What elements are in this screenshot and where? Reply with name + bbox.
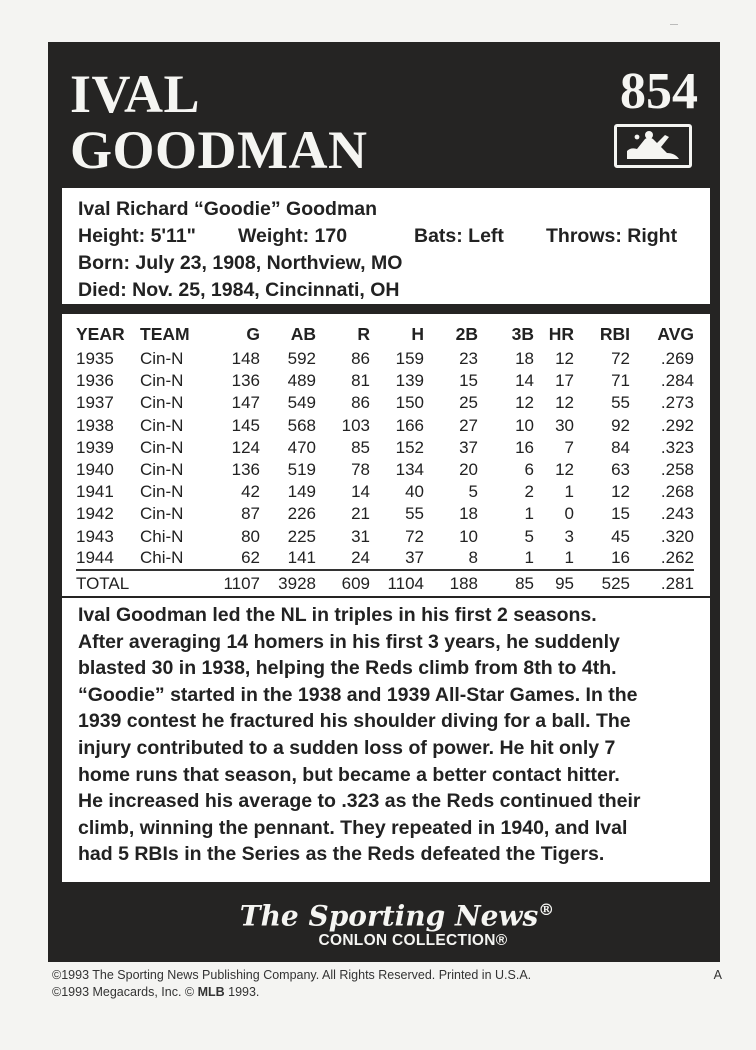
table-row xyxy=(76,370,694,392)
stats-cell: 145 xyxy=(231,415,260,435)
story-line: After averaging 14 homers in his first 3 years, he suddenly xyxy=(78,630,620,653)
stats-cell: 1937 xyxy=(76,393,114,413)
stats-cell: Cin-N xyxy=(140,393,184,413)
stats-cell: 103 xyxy=(341,415,370,435)
stats-total-cell: 95 xyxy=(534,570,574,596)
stats-cell: .292 xyxy=(660,415,694,435)
stats-cell: 1940 xyxy=(76,460,114,480)
stats-cell: 8 xyxy=(468,548,478,568)
brand-block xyxy=(48,894,720,950)
bio-panel xyxy=(62,188,710,304)
stats-header-hr: HR xyxy=(548,323,574,344)
stats-cell: 1935 xyxy=(76,349,114,369)
stats-cell: 3 xyxy=(564,526,574,546)
stats-cell: 45 xyxy=(611,526,630,546)
stats-total-cell: 525 xyxy=(574,570,630,596)
stats-cell: Cin-N xyxy=(140,349,184,369)
stats-header-avg: AVG xyxy=(657,323,694,344)
mlb-batter-logo-icon xyxy=(614,124,692,168)
conlon-collection xyxy=(106,932,720,950)
collection-name: CONLON COLLECTION xyxy=(318,932,496,950)
stats-cell: 86 xyxy=(351,393,370,413)
stats-cell: 5 xyxy=(524,526,534,546)
card-number: 854 xyxy=(620,63,698,120)
stats-cell: Cin-N xyxy=(140,371,184,391)
stats-cell: .268 xyxy=(660,482,694,502)
stats-cell: 134 xyxy=(395,460,424,480)
stats-cell: 20 xyxy=(459,460,478,480)
stats-cell: 86 xyxy=(351,349,370,369)
stats-cell: 80 xyxy=(241,526,260,546)
stats-cell: 148 xyxy=(231,349,260,369)
stats-total-cell: 1104 xyxy=(370,570,424,596)
story-line: climb, winning the pennant. They repeated in 1940, and Ival xyxy=(78,816,628,839)
stats-cell: 147 xyxy=(231,393,260,413)
stats-cell: Chi-N xyxy=(140,548,184,568)
stats-cell: 150 xyxy=(395,393,424,413)
bats: Bats: Left xyxy=(414,225,504,247)
stats-cell: 489 xyxy=(287,371,316,391)
stats-header-team: TEAM xyxy=(140,323,190,344)
stats-cell: 152 xyxy=(395,437,424,457)
story-line: “Goodie” started in the 1938 and 1939 All-Star Games. In the xyxy=(78,683,638,706)
stats-cell: .320 xyxy=(660,526,694,546)
stats-cell: 568 xyxy=(287,415,316,435)
stats-header-r: R xyxy=(357,323,370,344)
story-line: home runs that season, but became a better contact hitter. xyxy=(78,763,620,786)
stats-cell: 10 xyxy=(459,526,478,546)
stats-cell: .262 xyxy=(660,548,694,568)
stats-cell: 1 xyxy=(564,548,574,568)
sporting-news-logo xyxy=(74,894,720,932)
stats-cell: 226 xyxy=(287,504,316,524)
stats-cell: 14 xyxy=(515,371,534,391)
copyright-line-2 xyxy=(52,984,722,1001)
stats-cell: .269 xyxy=(660,349,694,369)
copyright-footer xyxy=(52,967,722,1001)
stats-cell: 592 xyxy=(287,349,316,369)
stats-header-rbi: RBI xyxy=(599,323,630,344)
stats-cell: 30 xyxy=(555,415,574,435)
stats-cell: 139 xyxy=(395,371,424,391)
stats-cell: 1 xyxy=(564,482,574,502)
story-line: He increased his average to .323 as the Reds continued their xyxy=(78,790,641,813)
stats-cell: 31 xyxy=(351,526,370,546)
stats-cell: 1936 xyxy=(76,371,114,391)
stats-cell: 71 xyxy=(611,371,630,391)
stats-cell: 24 xyxy=(351,548,370,568)
career-story xyxy=(62,598,710,882)
stats-cell: 149 xyxy=(287,482,316,502)
copyright-line-1: ©1993 The Sporting News Publishing Company. All Rights Reserved. Printed in U.S.A. xyxy=(52,968,532,982)
story-line: Ival Goodman led the NL in triples in his first 2 seasons. xyxy=(78,604,597,626)
stats-cell: 23 xyxy=(459,349,478,369)
stats-cell: 62 xyxy=(241,548,260,568)
story-line: had 5 RBIs in the Series as the Reds defeated the Tigers. xyxy=(78,843,605,866)
stats-cell: .243 xyxy=(660,504,694,524)
stats-cell: 159 xyxy=(395,349,424,369)
table-row xyxy=(76,526,694,548)
stats-cell: 10 xyxy=(515,415,534,435)
stats-cell: 55 xyxy=(611,393,630,413)
print-mark xyxy=(670,24,678,25)
stats-cell: Cin-N xyxy=(140,460,184,480)
stats-cell: 18 xyxy=(459,504,478,524)
stats-cell: Cin-N xyxy=(140,415,184,435)
stats-cell: 124 xyxy=(231,437,260,457)
full-name: Ival Richard “Goodie” Goodman xyxy=(78,198,378,220)
stats-header-2b: 2B xyxy=(455,323,478,344)
stats-cell: 78 xyxy=(351,460,370,480)
stats-cell: 12 xyxy=(555,349,574,369)
stats-cell: 1942 xyxy=(76,504,114,524)
stats-cell: 17 xyxy=(555,371,574,391)
throws: Throws: Right xyxy=(546,225,678,247)
stats-cell: 72 xyxy=(611,349,630,369)
stats-cell: 40 xyxy=(405,482,424,502)
table-row xyxy=(76,481,694,503)
stats-cell: 81 xyxy=(351,371,370,391)
table-row xyxy=(76,392,694,414)
stats-cell: 1 xyxy=(524,548,534,568)
stats-header-3b: 3B xyxy=(511,323,534,344)
stats-cell: 1 xyxy=(524,504,534,524)
table-row xyxy=(76,437,694,459)
player-last-name: GOODMAN xyxy=(70,120,368,180)
stats-panel xyxy=(62,314,710,596)
stats-cell: 21 xyxy=(351,504,370,524)
stats-cell: 166 xyxy=(395,415,424,435)
stats-cell: Chi-N xyxy=(140,526,184,546)
stats-total-cell: .281 xyxy=(630,570,694,596)
stats-cell: 55 xyxy=(405,504,424,524)
stats-cell: 37 xyxy=(405,548,424,568)
stats-cell: 7 xyxy=(564,437,574,457)
stats-cell: 14 xyxy=(351,482,370,502)
stats-cell: 42 xyxy=(241,482,260,502)
stats-cell: 1939 xyxy=(76,437,114,457)
stats-cell: 470 xyxy=(287,437,316,457)
stats-cell: 72 xyxy=(405,526,424,546)
stats-cell: 25 xyxy=(459,393,478,413)
stats-cell: 0 xyxy=(564,504,574,524)
stats-cell: .323 xyxy=(660,437,694,457)
collection-registered-mark: ® xyxy=(495,932,508,950)
stats-total-cell: 3928 xyxy=(260,570,316,596)
player-first-name: IVAL xyxy=(70,64,201,124)
stats-cell: 6 xyxy=(524,460,534,480)
stats-total-row xyxy=(76,570,694,596)
stats-cell: 549 xyxy=(287,393,316,413)
story-line: 1939 contest he fractured his shoulder diving for a ball. The xyxy=(78,710,631,733)
born: Born: July 23, 1908, Northview, MO xyxy=(78,252,403,274)
stats-header-year: YEAR xyxy=(76,323,125,344)
stats-cell: 16 xyxy=(515,437,534,457)
table-row xyxy=(76,503,694,525)
stats-cell: 15 xyxy=(459,371,478,391)
stats-cell: 37 xyxy=(459,437,478,457)
table-row xyxy=(76,415,694,437)
stats-cell: .258 xyxy=(660,460,694,480)
stats-cell: 85 xyxy=(351,437,370,457)
stats-cell: 16 xyxy=(611,548,630,568)
stats-cell: 12 xyxy=(515,393,534,413)
stats-cell: 519 xyxy=(287,460,316,480)
card-back xyxy=(48,42,720,962)
stats-cell: 18 xyxy=(515,349,534,369)
story-line: injury contributed to a sudden loss of power. He hit only 7 xyxy=(78,736,616,759)
player-name xyxy=(70,66,367,178)
stats-cell: 84 xyxy=(611,437,630,457)
stats-cell: 12 xyxy=(555,460,574,480)
stats-cell: 136 xyxy=(231,460,260,480)
stats-header-g: G xyxy=(246,323,260,344)
stats-cell: 225 xyxy=(287,526,316,546)
weight: Weight: 170 xyxy=(238,225,348,247)
stats-cell: 15 xyxy=(611,504,630,524)
stats-cell: 27 xyxy=(459,415,478,435)
stats-cell: 5 xyxy=(468,482,478,502)
stats-header-h: H xyxy=(411,323,424,344)
stats-cell: 1943 xyxy=(76,526,114,546)
stats-total-cell: 609 xyxy=(316,570,370,596)
print-letter: A xyxy=(713,968,722,982)
stats-cell: Cin-N xyxy=(140,504,184,524)
brand-registered-mark: ® xyxy=(538,900,555,919)
story-line: blasted 30 in 1938, helping the Reds climb from 8th to 4th. xyxy=(78,657,617,680)
stats-header-ab: AB xyxy=(290,323,316,344)
copyright-line-2-b: 1993. xyxy=(224,985,260,999)
stats-cell: 136 xyxy=(231,371,260,391)
stats-table xyxy=(76,320,694,596)
mlb-text: MLB xyxy=(197,985,225,999)
stats-cell: 92 xyxy=(611,415,630,435)
stats-total-cell: 188 xyxy=(424,570,478,596)
stats-total-cell: 85 xyxy=(478,570,534,596)
stats-cell: Cin-N xyxy=(140,437,184,457)
stats-cell: 63 xyxy=(611,460,630,480)
table-row xyxy=(76,548,694,570)
stats-cell: 12 xyxy=(611,482,630,502)
stats-cell: 1938 xyxy=(76,415,114,435)
died: Died: Nov. 25, 1984, Cincinnati, OH xyxy=(78,279,400,301)
stats-total-cell: TOTAL xyxy=(76,570,216,596)
stats-cell: Cin-N xyxy=(140,482,184,502)
stats-cell: 12 xyxy=(555,393,574,413)
stats-total-cell: 1107 xyxy=(216,570,260,596)
stats-cell: 2 xyxy=(524,482,534,502)
brand-name: The Sporting News xyxy=(239,899,539,933)
copyright-line-2-a: ©1993 Megacards, Inc. © xyxy=(52,985,198,999)
stats-cell: 1944 xyxy=(76,548,114,568)
height: Height: 5'11" xyxy=(78,225,196,247)
stats-cell: .273 xyxy=(660,393,694,413)
stats-cell: 141 xyxy=(287,548,316,568)
stats-header-row xyxy=(76,320,694,348)
stats-cell: 87 xyxy=(241,504,260,524)
stats-body xyxy=(76,348,694,596)
table-row xyxy=(76,459,694,481)
stats-cell: .284 xyxy=(660,371,694,391)
table-row xyxy=(76,348,694,370)
stats-cell: 1941 xyxy=(76,482,114,502)
